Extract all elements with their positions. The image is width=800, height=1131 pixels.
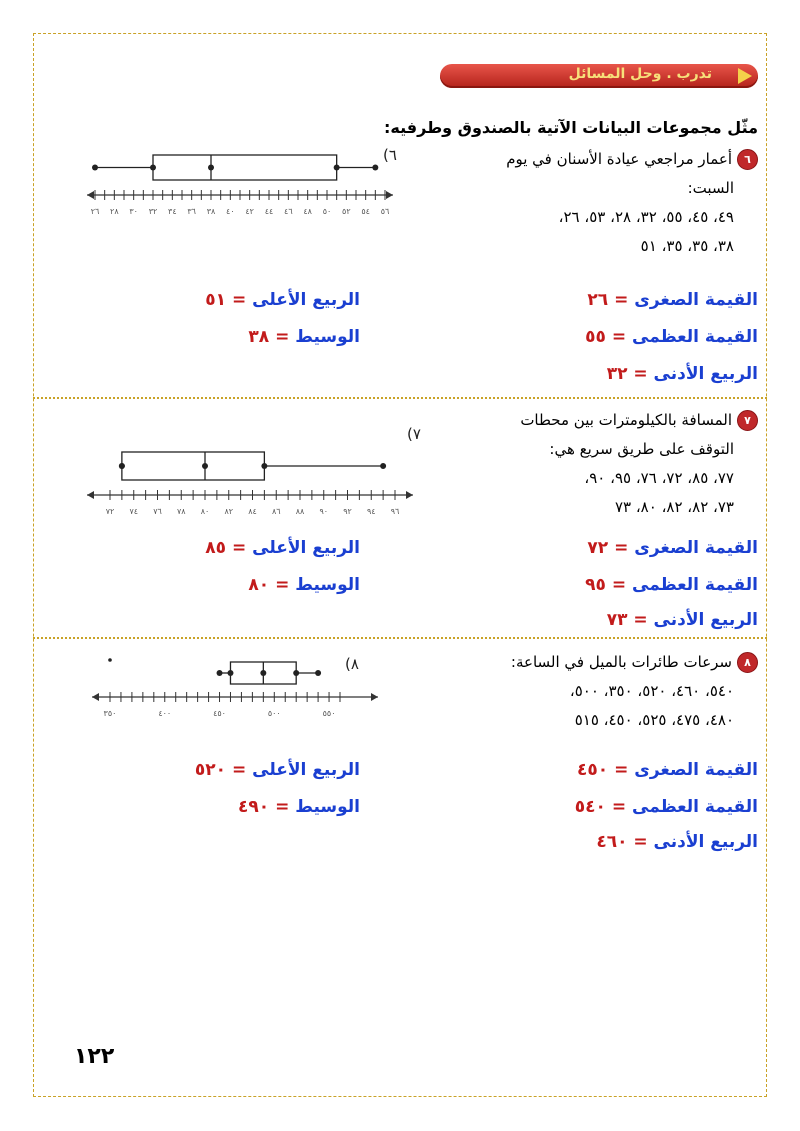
section-divider: [33, 397, 767, 399]
section-banner: [440, 64, 758, 88]
tick-label: ٩٢: [343, 507, 352, 516]
tick-label: ٥٠٠: [267, 709, 281, 718]
tick-label: ٨٨: [295, 507, 305, 516]
tick-label: ٤٥٠: [213, 709, 226, 718]
problem-number-badge: ٨: [737, 652, 758, 673]
question-line: ٤٨٠، ٤٧٥، ٥٢٥، ٤٥٠، ٥١٥: [574, 711, 734, 729]
point-q3: [334, 165, 340, 171]
tick-label: ٤٤: [264, 207, 274, 216]
point-q3: [293, 670, 299, 676]
answer-q1: الربيع الأدنى = ٣٢: [606, 364, 758, 384]
question-line: سرعات طائرات بالميل في الساعة:: [510, 653, 732, 671]
arrow-right-icon: [386, 191, 393, 199]
question-line: ٣٨، ٣٥، ٣٥، ٥١: [640, 237, 734, 255]
plot-label: (٧: [407, 425, 421, 443]
point-median: [208, 165, 214, 171]
box-plot-8: [90, 652, 380, 727]
tick-label: ٩٦: [390, 507, 400, 516]
answer-min: القيمة الصغرى = ٧٢: [587, 538, 758, 558]
question-line: ٤٩، ٤٥، ٥٥، ٣٢، ٢٨، ٥٣، ٢٦،: [558, 208, 734, 226]
banner-arrow-icon: [738, 68, 752, 84]
answer-q1: الربيع الأدنى = ٧٣: [606, 610, 758, 630]
plot-label: (٦: [383, 146, 397, 164]
tick-label: ٣٢: [148, 207, 158, 216]
tick-label: ٥٠: [322, 207, 332, 216]
tick-label: ٤٨: [303, 207, 312, 216]
page-number: ١٢٢: [74, 1044, 115, 1069]
question-line: ٧٣، ٨٢، ٨٢، ٨٠، ٧٣: [614, 498, 734, 516]
box-plot-6: [85, 140, 395, 225]
point-q1: [150, 165, 156, 171]
plot-label: (٨: [345, 655, 359, 673]
tick-label: ٧٨: [176, 507, 186, 516]
question-line: السبت:: [687, 179, 734, 197]
tick-label: ٩٠: [319, 507, 329, 516]
point-max: [380, 463, 386, 469]
tick-label: ٤٢: [245, 207, 254, 216]
question-line: ٥٤٠، ٤٦٠، ٥٢٠، ٣٥٠، ٥٠٠،: [569, 682, 734, 700]
tick-label: ٧٢: [105, 507, 115, 516]
instructions: مثّل مجموعات البيانات الآتية بالصندوق وطرفيه:: [384, 118, 758, 137]
tick-label: ٥٢: [342, 207, 351, 216]
point-max: [372, 165, 378, 171]
question-line: ٧٧، ٨٥، ٧٢، ٧٦، ٩٥، ٩٠،: [584, 469, 734, 487]
problem-8-question: [511, 648, 758, 735]
arrow-left-icon: [87, 191, 94, 199]
arrow-right-icon: [406, 491, 413, 499]
tick-label: ٢٨: [110, 207, 119, 216]
answer-median: الوسيط = ٣٨: [248, 327, 360, 347]
tick-label: ٤٠٠: [158, 709, 172, 718]
point-min: [92, 165, 98, 171]
question-line: المسافة بالكيلومترات بين محطات: [520, 411, 732, 429]
tick-label: ٤٠: [226, 207, 235, 216]
question-line: التوقف على طريق سريع هي:: [549, 440, 734, 458]
tick-label: ٨٢: [224, 507, 234, 516]
point-max: [315, 670, 321, 676]
answer-q3: الربيع الأعلى = ٥١: [205, 290, 360, 310]
answer-q3: الربيع الأعلى = ٨٥: [205, 538, 360, 558]
answer-median: الوسيط = ٤٩٠: [238, 797, 360, 817]
box: [153, 155, 337, 180]
arrow-left-icon: [87, 491, 94, 499]
point-q3: [261, 463, 267, 469]
banner-title: تدرب . وحل المسائل: [568, 66, 712, 82]
point-median: [260, 670, 266, 676]
tick-label: ٤٦: [284, 207, 293, 216]
tick-label: ٨٦: [271, 507, 281, 516]
box-plot-7: [85, 440, 415, 525]
problem-6-question: [506, 145, 758, 261]
tick-label: ٣٥٠: [103, 709, 117, 718]
problem-number-badge: ٦: [737, 149, 758, 170]
point-median: [202, 463, 208, 469]
answer-median: الوسيط = ٨٠: [248, 575, 360, 595]
tick-label: ٢٦: [90, 207, 100, 216]
answer-max: القيمة العظمى = ٥٥: [585, 327, 758, 347]
tick-label: ٥٦: [380, 207, 390, 216]
answer-q1: الربيع الأدنى = ٤٦٠: [596, 832, 758, 852]
tick-label: ٣٨: [206, 207, 216, 216]
answer-max: القيمة العظمى = ٥٤٠: [574, 797, 758, 817]
tick-label: ٣٠: [129, 207, 138, 216]
answer-q3: الربيع الأعلى = ٥٢٠: [194, 760, 360, 780]
tick-label: ٥٤: [361, 207, 370, 216]
tick-label: ٩٤: [366, 507, 376, 516]
arrow-left-icon: [92, 693, 99, 701]
tick-label: ٥٥٠: [322, 709, 336, 718]
answer-min: القيمة الصغرى = ٢٦: [587, 290, 758, 310]
tick-label: ٧٤: [129, 507, 139, 516]
problem-7-question: [520, 406, 758, 522]
tick-label: ٨٤: [248, 507, 257, 516]
tick-label: ٣٦: [187, 207, 196, 216]
arrow-right-icon: [371, 693, 378, 701]
answer-min: القيمة الصغرى = ٤٥٠: [577, 760, 758, 780]
point-q1: [227, 670, 233, 676]
box: [122, 452, 265, 480]
question-line: أعمار مراجعي عيادة الأسنان في يوم: [506, 150, 732, 168]
point-q1: [119, 463, 125, 469]
tick-label: ٨٠: [200, 507, 210, 516]
answer-max: القيمة العظمى = ٩٥: [585, 575, 758, 595]
outlier-point: [108, 658, 112, 662]
section-divider: [33, 637, 767, 639]
tick-label: ٣٤: [168, 207, 177, 216]
problem-number-badge: ٧: [737, 410, 758, 431]
point-min: [217, 670, 223, 676]
tick-label: ٧٦: [153, 507, 162, 516]
